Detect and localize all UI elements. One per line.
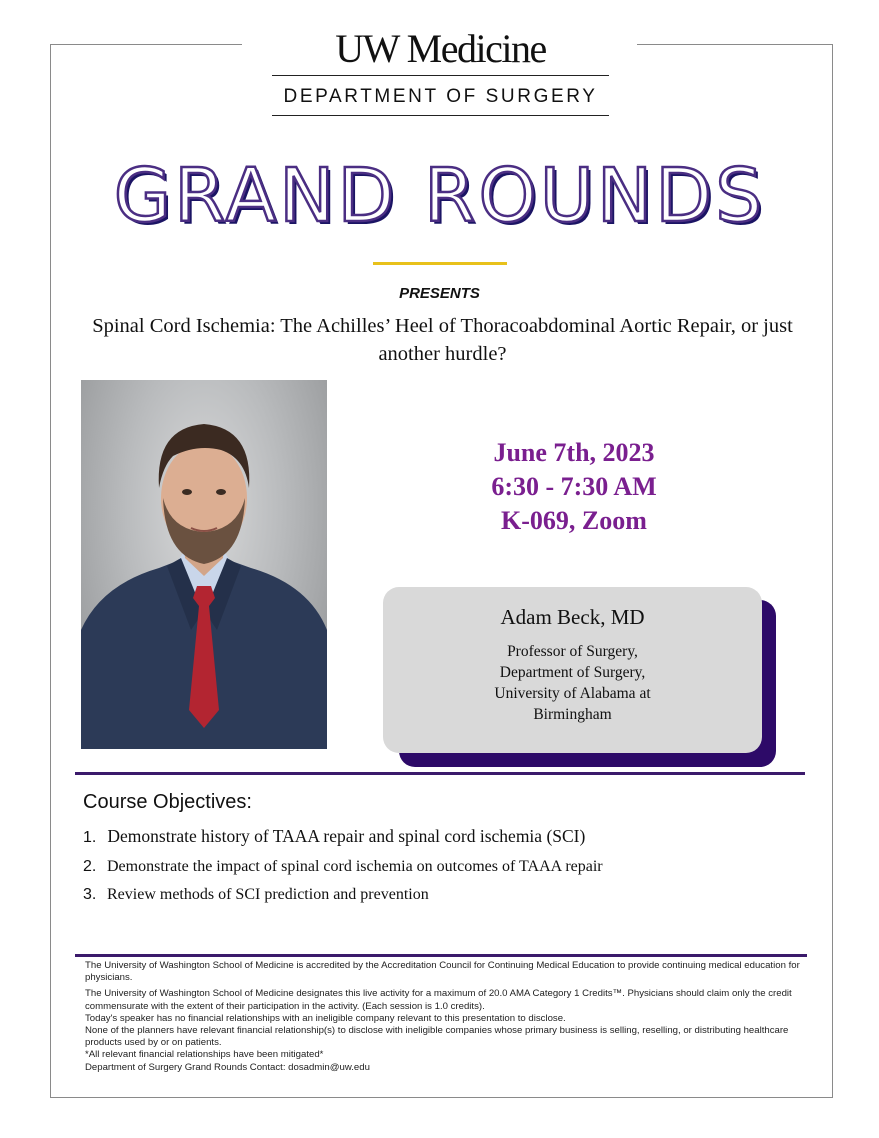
objective-text: Demonstrate the impact of spinal cord ischemia on outcomes of TAAA repair bbox=[107, 858, 603, 875]
objective-number: 3. bbox=[83, 886, 97, 903]
speaker-card bbox=[383, 587, 762, 753]
speaker-photo bbox=[81, 380, 327, 749]
frame-top-left bbox=[50, 44, 242, 45]
speaker-role-line: Department of Surgery, bbox=[499, 664, 646, 681]
gold-divider bbox=[373, 262, 507, 265]
objective-item bbox=[83, 826, 585, 847]
presents-label: PRESENTS bbox=[399, 285, 480, 302]
mitigation-note: *All relevant financial relationships have been mitigated* bbox=[85, 1049, 324, 1061]
contact-line: Department of Surgery Grand Rounds Contact: dosadmin@uw.edu bbox=[85, 1061, 370, 1073]
objective-number: 1. bbox=[83, 829, 97, 846]
logo-divider-top bbox=[272, 75, 609, 76]
logo-divider-bottom bbox=[272, 115, 609, 116]
credit-designation: The University of Washington School of Medicine designates this live activity for a maximum of 20.0 AMA Category 1 Credits™. Physicians should claim only the credit commensurate with the extent of their participation in the activity. (Each session is 1.0 credits). bbox=[85, 988, 792, 1012]
frame-bottom bbox=[50, 1097, 833, 1098]
objective-item bbox=[83, 858, 603, 876]
objective-text: Review methods of SCI prediction and prevention bbox=[107, 886, 429, 903]
objective-text: Demonstrate history of TAAA repair and spinal cord ischemia (SCI) bbox=[107, 826, 586, 846]
objectives-heading: Course Objectives: bbox=[83, 791, 252, 813]
speaker-role bbox=[383, 641, 762, 725]
objective-item bbox=[83, 886, 429, 904]
page-title: GRAND ROUNDS bbox=[113, 153, 766, 239]
org-logo-name: UW Medicine bbox=[335, 26, 546, 71]
event-details bbox=[440, 436, 708, 538]
section-divider bbox=[75, 772, 805, 775]
footer-divider bbox=[75, 954, 807, 957]
speaker-disclosure: Today's speaker has no financial relationships with an ineligible company relevant to this presentation to disclose. bbox=[85, 1012, 566, 1024]
speaker-name: Adam Beck, MD bbox=[500, 605, 645, 629]
event-time: 6:30 - 7:30 AM bbox=[491, 472, 657, 501]
speaker-role-line: University of Alabama at bbox=[494, 685, 651, 702]
planner-disclosure: None of the planners have relevant financial relationship(s) to disclose with ineligible companies whose primary business is selling, reselling, or distributing healthcare products used by or on patients. bbox=[85, 1025, 789, 1049]
event-date: June 7th, 2023 bbox=[493, 438, 655, 467]
objective-number: 2. bbox=[83, 858, 97, 875]
frame-top-right bbox=[637, 44, 833, 45]
accreditation-statement bbox=[85, 960, 815, 1074]
talk-title: Spinal Cord Ischemia: The Achilles’ Heel of Thoracoabdominal Aortic Repair, or just another hurdle? bbox=[92, 315, 793, 365]
department-name: DEPARTMENT OF SURGERY bbox=[283, 86, 598, 107]
accreditation-paragraph: The University of Washington School of Medicine is accredited by the Accreditation Council for Continuing Medical Education to provide continuing medical education for physicians. bbox=[85, 960, 800, 984]
speaker-role-line: Professor of Surgery, bbox=[507, 643, 638, 660]
speaker-role-line: Birmingham bbox=[533, 706, 612, 723]
event-location: K-069, Zoom bbox=[501, 506, 647, 535]
